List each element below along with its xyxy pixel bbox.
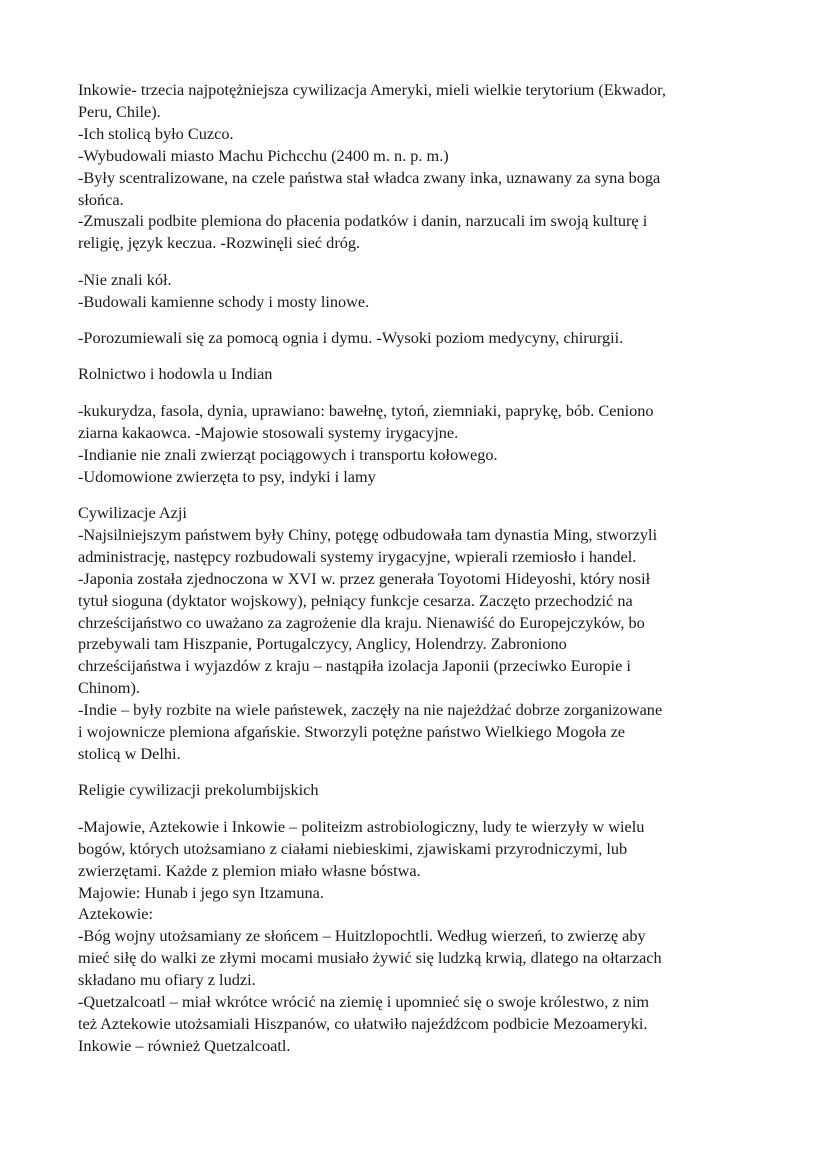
document-page [78, 79, 758, 1057]
text-line: Chinom). [78, 678, 140, 698]
text-line: -Budowali kamienne schody i mosty linowe. [78, 291, 370, 311]
section-heading-asia: Cywilizacje Azji [78, 503, 187, 522]
text-line: -Ich stolicą było Cuzco. [78, 123, 234, 143]
text-line: -Były scentralizowane, na czele państwa stał władca zwany inka, uznawany za syna boga [78, 167, 661, 187]
text-line: religię, język keczua. -Rozwinęli sieć dróg. [78, 233, 361, 253]
section-heading-agriculture [78, 363, 758, 385]
text-line: stolicą w Delhi. [78, 743, 181, 763]
paragraph-asia [78, 502, 758, 765]
paragraph-gap [78, 349, 758, 364]
text-line: administrację, następcy rozbudowali systemy irygacyjne, wpierali rzemiosło i handel. [78, 546, 637, 566]
section-heading-religions [78, 779, 758, 801]
text-line: Religie cywilizacji prekolumbijskich [78, 780, 319, 800]
text-line: -kukurydza, fasola, dynia, uprawiano: bawełnę, tytoń, ziemniaki, paprykę, bób. Ceniono [78, 400, 654, 420]
text-line: -Indie – były rozbite na wiele państewek, zaczęły na nie najeżdżać dobrze zorganizowane [78, 700, 663, 720]
text-line: -Japonia została zjednoczona w XVI w. przez generała Toyotomi Hideyoshi, który nosił [78, 568, 651, 588]
text-line: i wojownicze plemiona afgańskie. Stworzyli potężne państwo Wielkiego Mogoła ze [78, 722, 626, 742]
paragraph-gap [78, 313, 758, 328]
text-line: -Wybudowali miasto Machu Pichcchu (2400 m. n. p. m.) [78, 145, 449, 165]
text-line: -Bóg wojny utożsamiany ze słońcem – Huitzlopochtli. Według wierzeń, to zwierzę aby [78, 926, 646, 946]
paragraph-agriculture [78, 400, 758, 488]
text-line: -Indianie nie znali zwierząt pociągowych i transportu kołowego. [78, 444, 498, 464]
paragraph-gap [78, 488, 758, 503]
text-line: -Porozumiewali się za pomocą ognia i dymu. -Wysoki poziom medycyny, chirurgii. [78, 328, 624, 348]
text-line: Rolnictwo i hodowla u Indian [78, 364, 273, 384]
paragraph-inca-intro [78, 79, 758, 254]
paragraph-gap [78, 801, 758, 816]
text-line: -Zmuszali podbite plemiona do płacenia podatków i danin, narzucali im swoją kulturę i [78, 211, 648, 231]
text-line: też Aztekowie utożsamiali Hiszpanów, co ułatwiło najeźdźcom podbicie Mezoameryki. [78, 1013, 648, 1033]
text-line: -Quetzalcoatl – miał wkrótce wrócić na ziemię i upomnieć się o swoje królestwo, z nim [78, 992, 650, 1012]
text-line: przebywali tam Hiszpanie, Portugalczycy, Anglicy, Holendrzy. Zabroniono [78, 634, 567, 654]
text-line: mieć siłę do walki ze złymi mocami musiało żywić się ludzką krwią, dlatego na ołtarzach [78, 948, 662, 968]
text-line: ziarna kakaowca. -Majowie stosowali systemy irygacyjne. [78, 422, 459, 442]
paragraph-gap [78, 385, 758, 400]
text-line: Inkowie – również Quetzalcoatl. [78, 1035, 291, 1055]
text-line: Peru, Chile). [78, 101, 161, 121]
paragraph-inca-facts [78, 269, 758, 313]
text-line: chrześcijaństwo co uważano za zagrożenie dla kraju. Nienawiść do Europejczyków, bo [78, 612, 645, 632]
text-line: składano mu ofiary z ludzi. [78, 970, 256, 990]
text-line: bogów, których utożsamiano z ciałami niebieskimi, zjawiskami przyrodniczymi, lub [78, 838, 628, 858]
text-line: Inkowie- trzecia najpotężniejsza cywilizacja Ameryki, mieli wielkie terytorium (Ekwador, [78, 80, 666, 99]
text-line: zwierzętami. Każde z plemion miało własne bóstwa. [78, 860, 421, 880]
text-line: -Nie znali kół. [78, 269, 172, 289]
paragraph-inca-communication [78, 327, 758, 349]
text-line: Majowie: Hunab i jego syn Itzamuna. [78, 882, 324, 902]
text-line: tytuł sioguna (dyktator wojskowy), pełniący funkcje cesarza. Zaczęto przechodzić na [78, 590, 633, 610]
text-line: -Najsilniejszym państwem były Chiny, potęgę odbudowała tam dynastia Ming, stworzyli [78, 524, 658, 544]
paragraph-religions [78, 816, 758, 1057]
text-line: -Majowie, Aztekowie i Inkowie – politeizm astrobiologiczny, ludy te wierzyły w wielu [78, 816, 645, 836]
text-line: chrześcijaństwa i wyjazdów z kraju – nastąpiła izolacja Japonii (przeciwko Europie i [78, 656, 631, 676]
paragraph-gap [78, 765, 758, 780]
paragraph-gap [78, 254, 758, 269]
text-line: słońca. [78, 189, 124, 209]
text-line: -Udomowione zwierzęta to psy, indyki i lamy [78, 466, 376, 486]
text-line: Aztekowie: [78, 904, 154, 924]
